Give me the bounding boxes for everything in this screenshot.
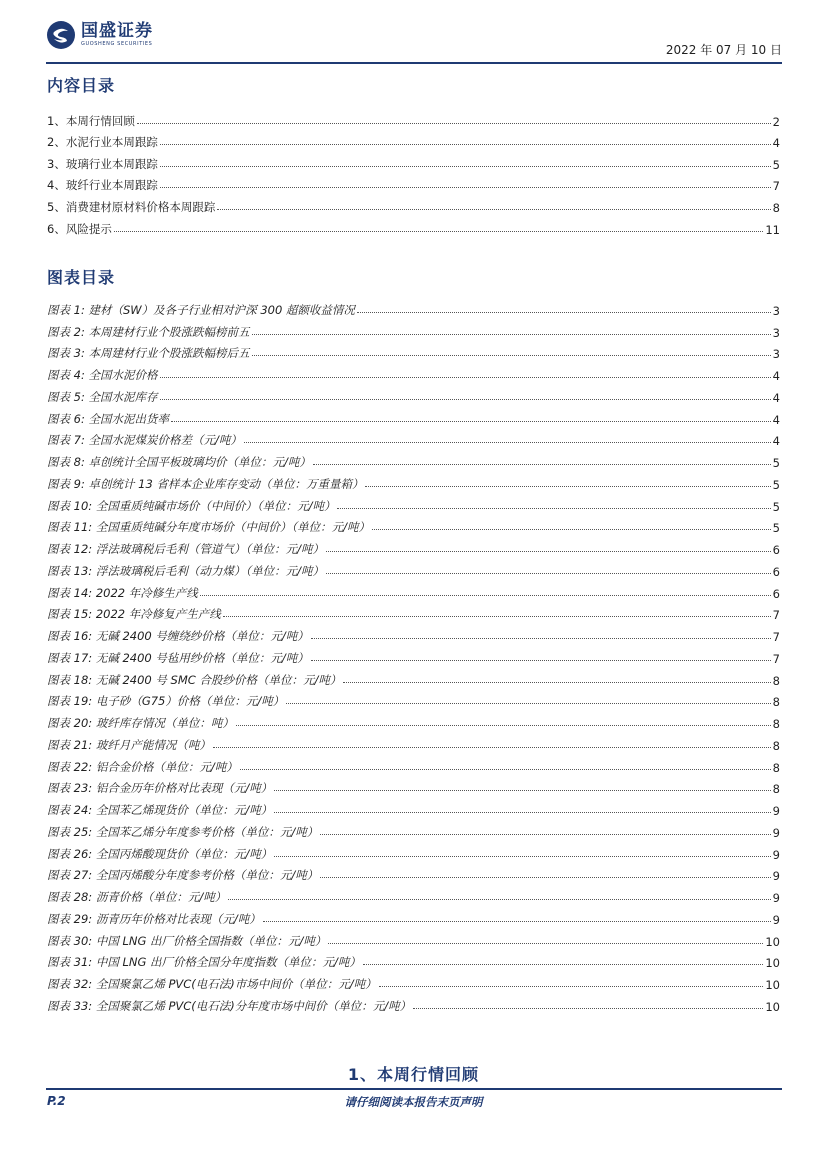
dot-leader <box>365 486 770 487</box>
toc-item-page: 2 <box>772 114 780 129</box>
dot-leader <box>228 899 770 900</box>
figure-item-page: 8 <box>772 673 780 688</box>
figure-item[interactable] <box>47 688 780 710</box>
figure-item[interactable] <box>47 927 780 949</box>
toc-item[interactable] <box>47 172 780 194</box>
figure-item-label: 图表 14: 2022 年冷修生产线 <box>47 585 198 600</box>
figure-item-page: 9 <box>772 804 780 818</box>
figure-item[interactable] <box>47 383 780 405</box>
figure-item-page: 8 <box>772 695 780 710</box>
disclaimer-note: 请仔细阅读本报告末页声明 <box>344 1095 483 1109</box>
dot-leader <box>328 943 763 944</box>
dot-leader <box>372 529 771 530</box>
figure-item[interactable] <box>47 579 780 601</box>
guosheng-logo-icon <box>46 20 76 50</box>
dot-leader <box>217 209 770 210</box>
dot-leader <box>413 1008 763 1009</box>
figure-item-label: 图表 5: 全国水泥库存 <box>47 389 158 404</box>
dot-leader <box>379 986 764 987</box>
page-header <box>46 20 782 62</box>
figure-item-page: 10 <box>765 999 780 1014</box>
dot-leader <box>240 769 771 770</box>
dot-leader <box>236 725 771 726</box>
toc-item[interactable] <box>47 150 780 172</box>
footer-divider <box>46 1088 782 1090</box>
figure-item[interactable] <box>47 840 780 862</box>
figure-item-label: 图表 2: 本周建材行业个股涨跌幅榜前五 <box>47 324 250 339</box>
page-number: P.2 <box>47 1094 66 1108</box>
toc-item-label: 5、消费建材原材料价格本周跟踪 <box>47 199 216 214</box>
figure-item-page: 5 <box>772 499 780 514</box>
figure-item[interactable] <box>47 557 780 579</box>
figure-item-label: 图表 31: 中国 LNG 出厂价格全国分年度指数（单位：元/吨） <box>47 955 361 970</box>
figure-item-page: 7 <box>772 651 780 666</box>
figure-item-page: 4 <box>772 369 780 383</box>
figure-item-label: 图表 11: 全国重质纯碱分年度市场价（中间价）（单位：元/吨） <box>47 520 370 535</box>
figure-item-page: 7 <box>772 630 780 644</box>
figure-item-page: 5 <box>772 456 780 470</box>
figure-item-label: 图表 25: 全国苯乙烯分年度参考价格（单位：元/吨） <box>47 824 319 839</box>
dot-leader <box>137 123 771 124</box>
figure-item-label: 图表 6: 全国水泥出货率 <box>47 411 170 426</box>
figure-item[interactable] <box>47 340 780 362</box>
figure-item-page: 9 <box>772 847 780 862</box>
figure-item-page: 7 <box>772 608 780 623</box>
figure-item-page: 3 <box>772 303 780 318</box>
section-heading: 1、本周行情回顾 <box>347 1065 480 1084</box>
toc-item-label: 4、玻纤行业本周跟踪 <box>47 178 158 193</box>
figure-item-label: 图表 12: 浮法玻璃税后毛利（管道气）（单位：元/吨） <box>47 542 324 556</box>
report-date: 2022 年 07 月 10 日 <box>665 43 782 57</box>
figure-item[interactable] <box>47 470 780 492</box>
figure-item-label: 图表 3: 本周建材行业个股涨跌幅榜后五 <box>47 346 250 361</box>
figure-item[interactable] <box>47 709 780 731</box>
dot-leader <box>274 856 770 857</box>
logo-english-name: GUOSHENG SECURITIES <box>81 41 153 47</box>
toc-item[interactable] <box>47 129 780 151</box>
dot-leader <box>160 144 771 145</box>
dot-leader <box>363 964 763 965</box>
dot-leader <box>357 312 771 313</box>
figure-item-page: 6 <box>772 543 780 557</box>
dot-leader <box>326 573 771 574</box>
figure-item-label: 图表 21: 玻纤月产能情况（吨） <box>47 737 211 752</box>
figure-item[interactable] <box>47 514 780 536</box>
dot-leader <box>160 377 771 378</box>
figure-item-label: 图表 10: 全国重质纯碱市场价（中间价）（单位：元/吨） <box>47 498 336 513</box>
figure-item-page: 5 <box>772 477 780 492</box>
dot-leader <box>274 812 770 813</box>
figure-item-label: 图表 33: 全国聚氯乙烯 PVC(电石法)分年度市场中间价（单位：元/吨） <box>47 998 412 1013</box>
figure-item[interactable] <box>47 318 780 340</box>
figure-item-label: 图表 16: 无碱 2400 号缠绕纱价格（单位：元/吨） <box>47 629 309 643</box>
figure-item-page: 9 <box>772 869 780 884</box>
header-divider <box>46 62 782 64</box>
toc-title: 内容目录 <box>47 76 116 95</box>
figure-item-page: 4 <box>772 390 780 405</box>
figure-item-page: 8 <box>772 760 780 775</box>
toc-item-page: 5 <box>772 157 780 172</box>
figure-item-label: 图表 32: 全国聚氯乙烯 PVC(电石法)市场中间价（单位：元/吨） <box>47 977 377 991</box>
figure-item-label: 图表 15: 2022 年冷修复产生产线 <box>47 607 221 622</box>
toc-item[interactable] <box>47 215 780 237</box>
dot-leader <box>313 464 771 465</box>
figure-item-label: 图表 22: 铝合金价格（单位：元/吨） <box>47 759 238 774</box>
dot-leader <box>160 187 771 188</box>
figure-item[interactable] <box>47 862 780 884</box>
figure-item-label: 图表 4: 全国水泥价格 <box>47 368 158 382</box>
figure-item[interactable] <box>47 992 780 1014</box>
figure-item[interactable] <box>47 405 780 427</box>
figure-item[interactable] <box>47 535 780 557</box>
figure-item-page: 9 <box>772 891 780 905</box>
dot-leader <box>274 790 770 791</box>
dot-leader <box>311 660 771 661</box>
dot-leader <box>326 551 771 552</box>
dot-leader <box>160 166 771 167</box>
logo-name: 国盛证券 <box>81 21 153 41</box>
figure-item-label: 图表 28: 沥青价格（单位：元/吨） <box>47 890 227 904</box>
figure-item-label: 图表 13: 浮法玻璃税后毛利（动力煤）（单位：元/吨） <box>47 563 324 578</box>
figure-item[interactable] <box>47 644 780 666</box>
figures-title: 图表目录 <box>47 268 116 287</box>
dot-leader <box>286 703 770 704</box>
figure-item-label: 图表 30: 中国 LNG 出厂价格全国指数（单位：元/吨） <box>47 933 327 948</box>
dot-leader <box>200 595 771 596</box>
toc-item[interactable] <box>47 193 780 215</box>
dot-leader <box>160 399 771 400</box>
figure-item-page: 4 <box>772 434 780 449</box>
figure-item-page: 10 <box>765 978 780 992</box>
figure-item-page: 9 <box>772 825 780 840</box>
figure-item-page: 3 <box>772 325 780 340</box>
toc-list <box>47 107 780 237</box>
figure-item-label: 图表 9: 卓创统计 13 省样本企业库存变动（单位：万重量箱） <box>47 476 364 491</box>
figure-item-page: 6 <box>772 564 780 579</box>
figures-list <box>47 296 780 1014</box>
figure-item[interactable] <box>47 796 780 818</box>
figure-item[interactable] <box>47 883 780 905</box>
toc-item-label: 6、风险提示 <box>47 221 112 236</box>
dot-leader <box>114 231 764 232</box>
figure-item-label: 图表 17: 无碱 2400 号毡用纱价格（单位：元/吨） <box>47 650 309 665</box>
figure-item[interactable] <box>47 492 780 514</box>
dot-leader <box>343 682 770 683</box>
figure-item-label: 图表 29: 沥青历年价格对比表现（元/吨） <box>47 911 261 926</box>
dot-leader <box>320 877 770 878</box>
toc-item[interactable] <box>47 107 780 129</box>
toc-item-label: 1、本周行情回顾 <box>47 113 135 128</box>
figure-item-page: 8 <box>772 738 780 753</box>
figure-item[interactable] <box>47 361 780 383</box>
toc-item-label: 2、水泥行业本周跟踪 <box>47 135 158 150</box>
dot-leader <box>320 834 770 835</box>
dot-leader <box>263 921 771 922</box>
figure-item[interactable] <box>47 753 780 775</box>
figure-item-label: 图表 23: 铝合金历年价格对比表现（元/吨） <box>47 781 273 796</box>
dot-leader <box>213 747 771 748</box>
figure-item[interactable] <box>47 905 780 927</box>
figure-item-page: 4 <box>772 412 780 427</box>
figure-item-label: 图表 8: 卓创统计全国平板玻璃均价（单位：元/吨） <box>47 455 311 469</box>
figure-item-page: 10 <box>765 956 780 971</box>
figure-item[interactable] <box>47 818 780 840</box>
toc-item-page: 4 <box>772 136 780 151</box>
figure-item-page: 3 <box>772 347 780 362</box>
figure-item[interactable] <box>47 448 780 470</box>
toc-item-page: 7 <box>772 179 780 194</box>
figure-item-page: 6 <box>772 586 780 601</box>
figure-item[interactable] <box>47 427 780 449</box>
dot-leader <box>244 442 771 443</box>
figure-item-label: 图表 19: 电子砂（G75）价格（单位：元/吨） <box>47 694 285 709</box>
dot-leader <box>223 616 771 617</box>
toc-item-label: 3、玻璃行业本周跟踪 <box>47 156 158 171</box>
figure-item-page: 8 <box>772 782 780 797</box>
dot-leader <box>252 334 771 335</box>
logo <box>46 20 153 50</box>
figure-item[interactable] <box>47 622 780 644</box>
figure-item-page: 9 <box>772 912 780 927</box>
toc-item-page: 11 <box>765 222 780 237</box>
figure-item-page: 8 <box>772 717 780 731</box>
figure-item[interactable] <box>47 601 780 623</box>
figure-item-label: 图表 26: 全国丙烯酸现货价（单位：元/吨） <box>47 846 273 861</box>
figure-item-page: 5 <box>772 521 780 536</box>
dot-leader <box>252 355 771 356</box>
figure-item[interactable] <box>47 731 780 753</box>
figure-item[interactable] <box>47 970 780 992</box>
figure-item[interactable] <box>47 666 780 688</box>
toc-item-page: 8 <box>772 200 780 215</box>
figure-item-page: 10 <box>765 934 780 949</box>
figure-item-label: 图表 27: 全国丙烯酸分年度参考价格（单位：元/吨） <box>47 868 319 883</box>
dot-leader <box>311 638 771 639</box>
figure-item-label: 图表 1: 建材（SW）及各子行业相对沪深 300 超额收益情况 <box>47 302 355 317</box>
figure-item[interactable] <box>47 775 780 797</box>
figure-item-label: 图表 20: 玻纤库存情况（单位：吨） <box>47 716 234 730</box>
figure-item[interactable] <box>47 296 780 318</box>
figure-item-label: 图表 24: 全国苯乙烯现货价（单位：元/吨） <box>47 803 273 817</box>
figure-item-label: 图表 7: 全国水泥煤炭价格差（元/吨） <box>47 433 242 448</box>
figure-item-label: 图表 18: 无碱 2400 号 SMC 合股纱价格（单位：元/吨） <box>47 672 342 687</box>
figure-item[interactable] <box>47 949 780 971</box>
dot-leader <box>171 421 771 422</box>
dot-leader <box>337 508 770 509</box>
